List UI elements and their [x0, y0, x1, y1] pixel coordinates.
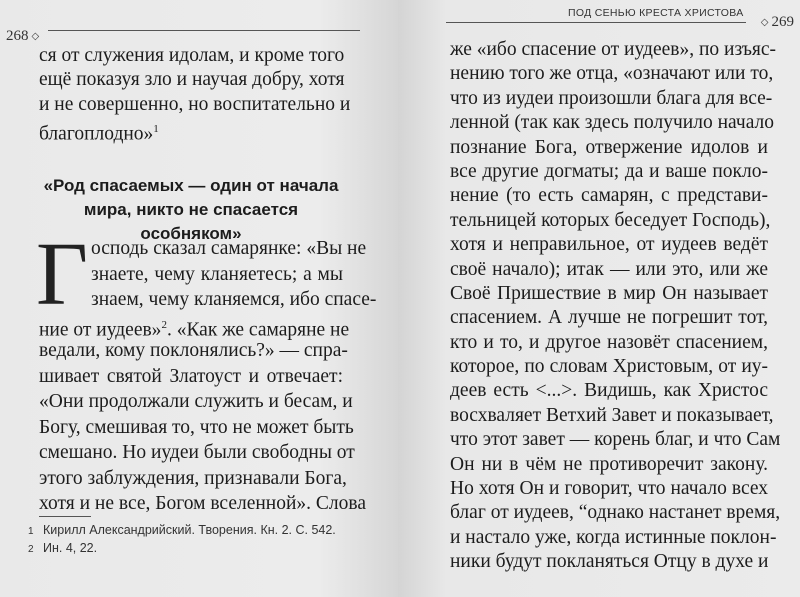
- text-line: же «ибо спасение от иудеев», по изъяс-: [450, 39, 777, 60]
- running-head: ПОД СЕНЬЮ КРЕСТА ХРИСТОВА: [568, 7, 744, 19]
- diamond-ornament-icon: ◇: [31, 31, 40, 43]
- text-line: своё начало); итак — или это, или же: [450, 258, 768, 280]
- footnote-text: Ин. 4, 22.: [43, 541, 98, 555]
- text-line: Но хотя Он и говорит, что начало всех: [450, 478, 768, 500]
- footnote-ref-2[interactable]: 2: [161, 318, 167, 331]
- text-line: осподь сказал самарянке: «Вы не: [91, 238, 367, 259]
- footnote-number: 1: [28, 526, 34, 537]
- text-line: кто и то, и другое назовёт спасением,: [450, 331, 768, 353]
- page-number-268: 268: [6, 28, 29, 44]
- text-line-tail: . «Как же самаряне не: [166, 319, 350, 340]
- right-page: [398, 0, 800, 597]
- right-paragraph: [450, 38, 781, 575]
- text-line: «Они продолжали служить и бесам, и: [39, 391, 353, 412]
- text-line: нение (то есть самарян, с представи-: [450, 185, 768, 207]
- text-line: ники будут покланяться Отцу в духе и: [450, 551, 769, 573]
- text-line: смешано. Но иудеи были свободны от: [39, 442, 355, 463]
- text-line: все другие догматы; да и ваше покло-: [450, 160, 768, 182]
- body-paragraph: [39, 236, 377, 517]
- text-line: благ от иудеев, “однако настанет время,: [450, 502, 781, 524]
- text-line: знаем, чему кланяемся, ибо спасе-: [91, 289, 377, 310]
- text-line: хотя и неправильное, от иудеев ведёт: [450, 234, 768, 256]
- text-line: и не совершенно, но воспитательно и: [39, 93, 351, 115]
- footnote-1: [28, 522, 348, 540]
- text-line: спасением. А лучше не погрешит тот,: [450, 307, 768, 329]
- text-line: восхваляет Ветхий Завет и показывает,: [450, 404, 774, 426]
- text-line: и настало уже, когда истинные поклон-: [450, 526, 777, 548]
- text-line: нению того же отца, «означают или то,: [450, 63, 774, 85]
- footnote-ref-1[interactable]: 1: [153, 123, 159, 136]
- header-rule-left: [48, 30, 360, 31]
- text-line-end: благоплодно»: [39, 123, 154, 145]
- text-line: этого заблуждения, признавали Бога,: [39, 467, 347, 489]
- page-number-right: [758, 14, 794, 31]
- page-number-left: [6, 28, 42, 45]
- footnote-2: [28, 540, 348, 558]
- text-line: ведали, кому поклонялись?» — спра-: [39, 340, 348, 361]
- text-line: [39, 117, 343, 145]
- text-line: знаете, чему кланяетесь; а мы: [91, 263, 343, 285]
- text-line: хотя и не все, Богом вселенной». Слова: [39, 493, 367, 514]
- drop-cap: Г: [36, 225, 89, 324]
- diamond-ornament-icon: ◇: [760, 17, 769, 29]
- heading-line: «Род спасаемых — один от начала: [43, 176, 339, 195]
- text-line: Богу, смешивая то, что не может быть: [39, 416, 354, 438]
- text-line: познание Бога, отвержение идолов и: [450, 136, 768, 158]
- page-number-269: 269: [771, 14, 794, 30]
- footnote-rule: [39, 516, 91, 517]
- text-line: ся от служения идолам, и кроме того: [39, 45, 345, 66]
- footnote-text: Кирилл Александрийский. Творения. Кн. 2. С. 542.: [43, 523, 336, 537]
- text-line: которое, по словам Христовым, от иу-: [450, 356, 768, 378]
- text-line: Своё Пришествие в мир Он называет: [450, 282, 768, 304]
- footnotes: [28, 522, 348, 558]
- text-line: шивает святой Златоуст и отвечает:: [39, 365, 343, 387]
- heading-line: мира, никто не спасается особняком»: [83, 200, 299, 243]
- text-line: ещё показуя зло и научая добру, хотя: [39, 69, 345, 91]
- text-line-start: ние от иудеев»: [39, 319, 162, 340]
- text-line: тельницей которых беседует Господь),: [450, 209, 771, 231]
- footnote-number: 2: [28, 544, 34, 555]
- left-page: [0, 0, 398, 597]
- text-line: что этот завет — корень благ, и что Сам: [450, 429, 781, 451]
- text-line: ленной (так как здесь получило начало: [450, 112, 775, 134]
- text-line: что из иудеи произошли блага для все-: [450, 87, 773, 109]
- text-line: деев есть <...>. Видишь, как Христос: [450, 380, 768, 402]
- continuation-paragraph: [39, 44, 351, 145]
- text-line: Он ни в чём не противоречит закону.: [450, 453, 768, 475]
- header-rule-right: [446, 22, 746, 23]
- text-line: [39, 313, 350, 340]
